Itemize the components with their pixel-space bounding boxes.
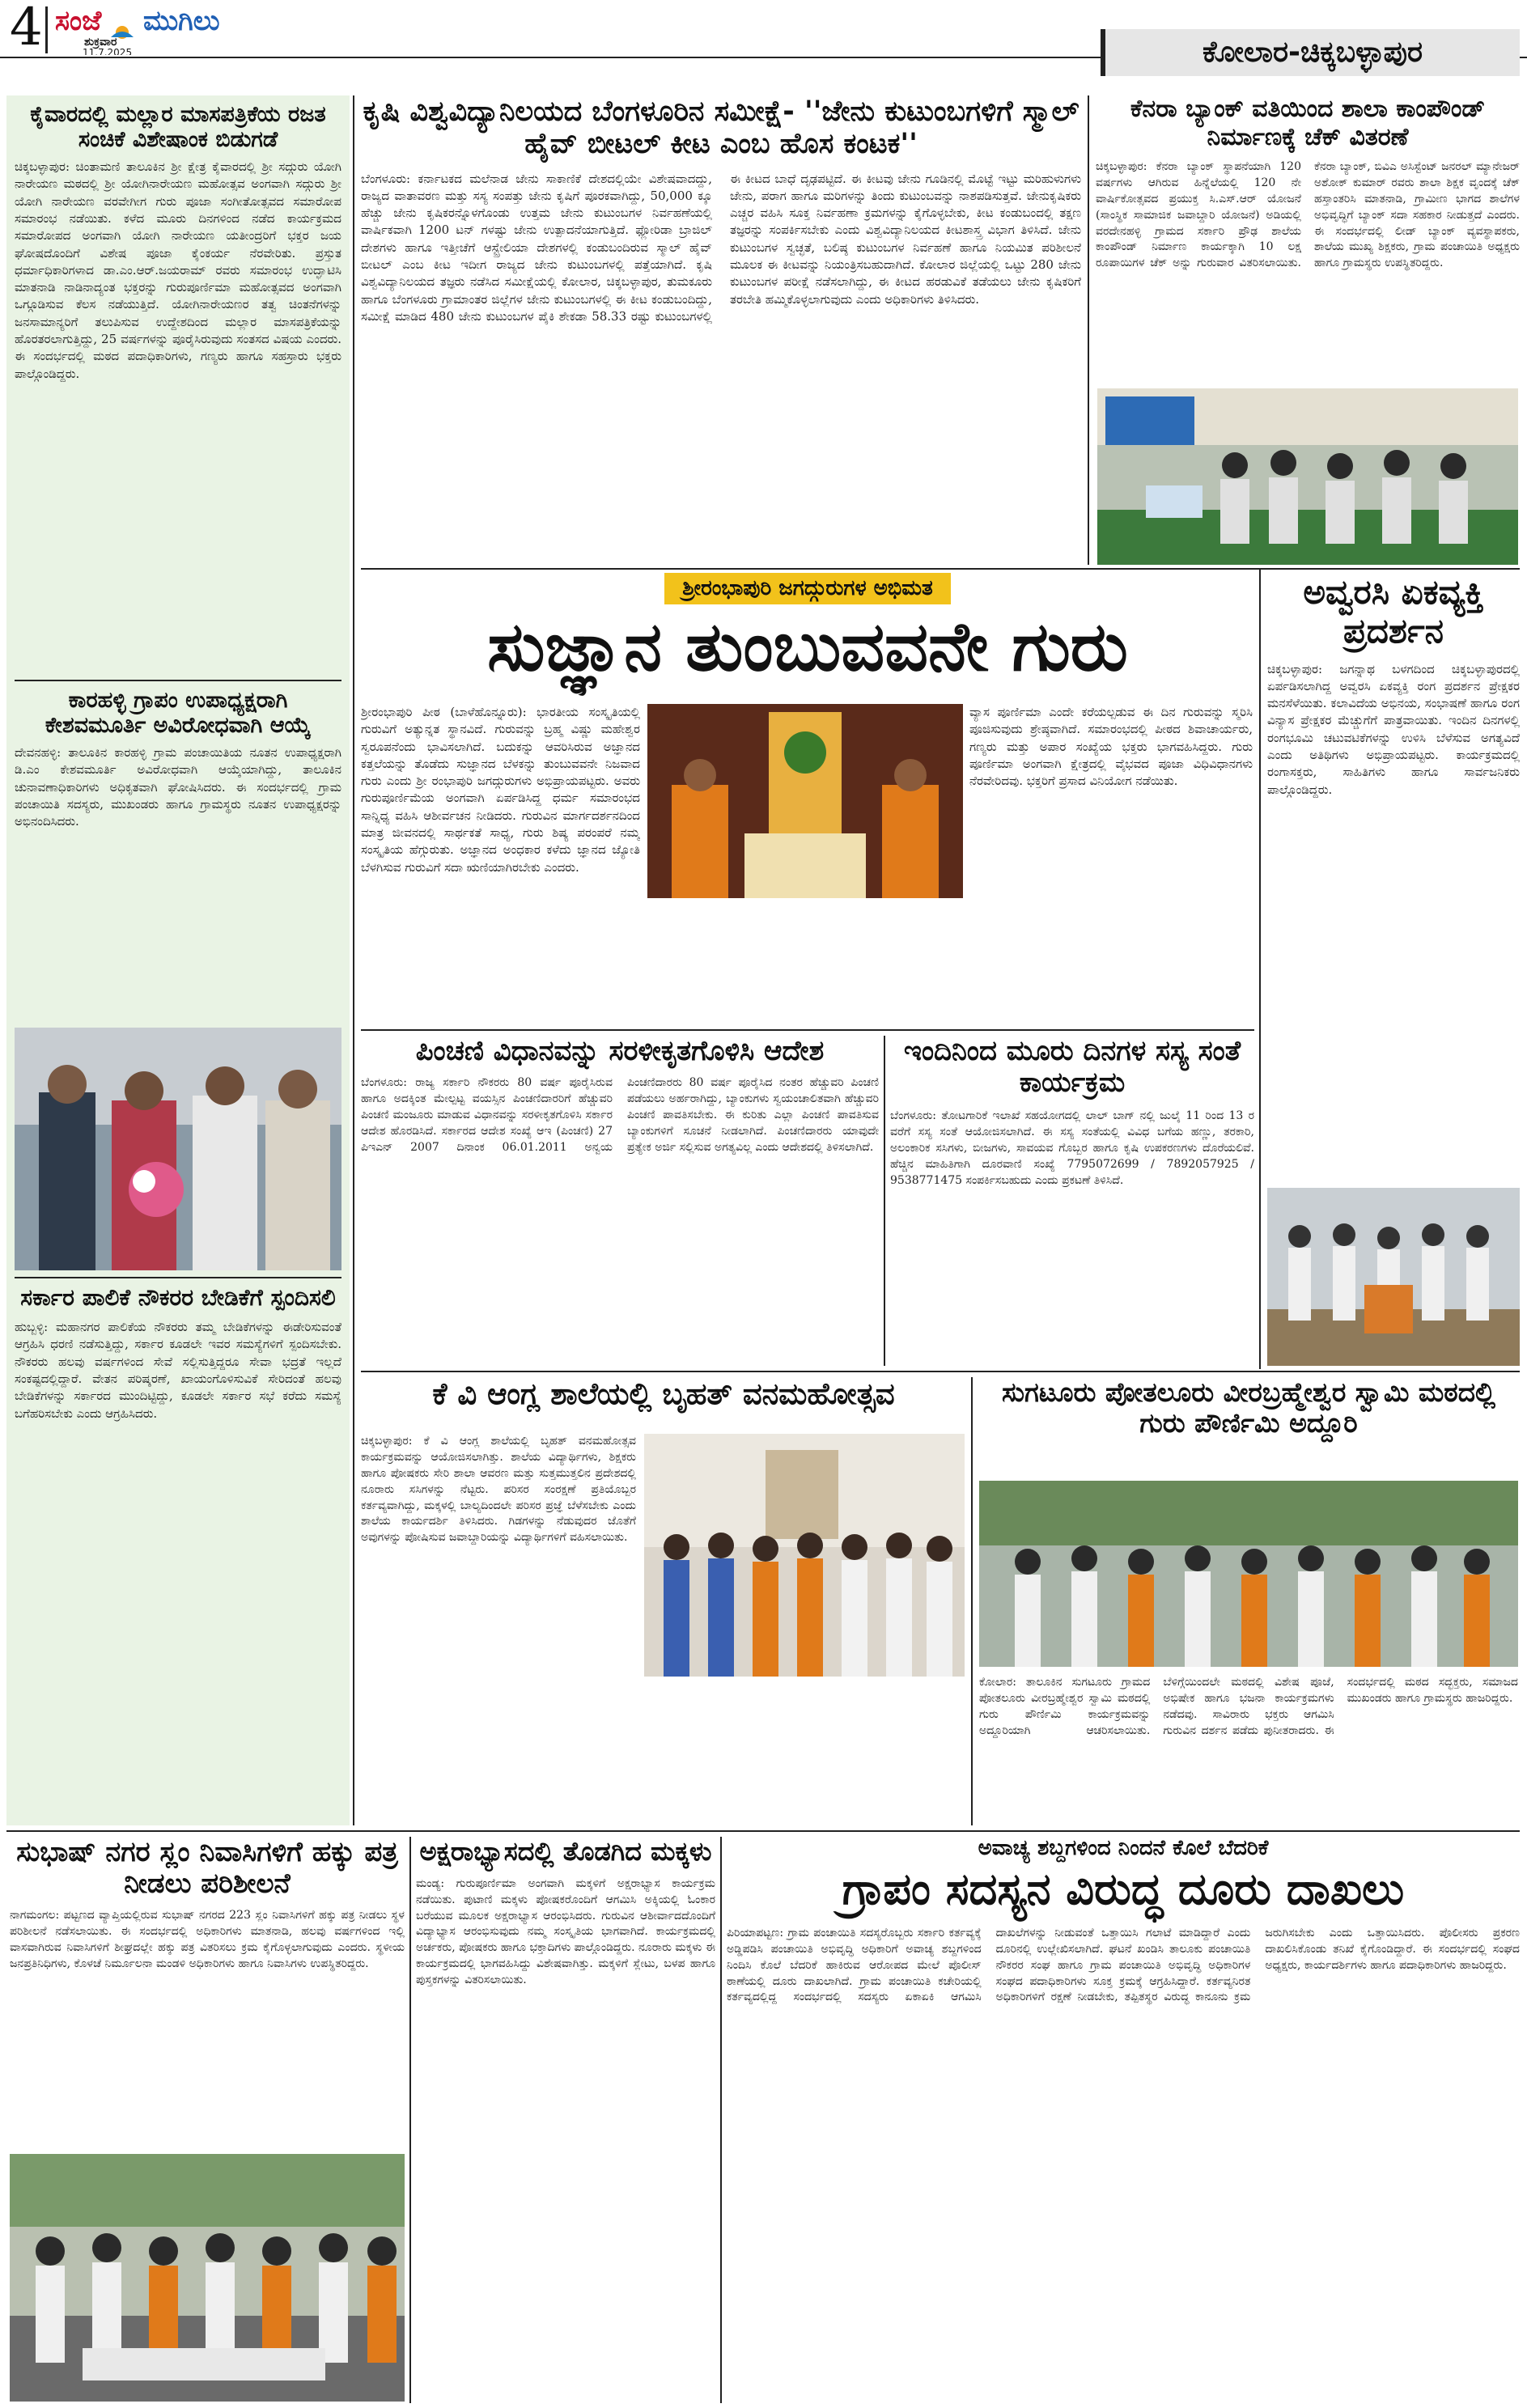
article-body: ಚಿಕ್ಕಬಳ್ಳಾಪುರ: ಚಿಂತಾಮಣಿ ತಾಲೂಕಿನ ಶ್ರೀ ಕ್ಷೇತ್ರ ಕೈವಾರದಲ್ಲಿ ಶ್ರೀ ಸದ್ಗುರು ಯೋಗಿ ನಾರೇಯಣ ಮಠದಲ್ಲಿ ಶ್ರೀ ಯೋಗಿನಾರೇಯಣ ಮಹೋತ್ಸವ ಅಂಗವಾಗಿ ಸದ್ಗುರು ಶ್ರೀ ಯೋಗಿ ನಾರೇಯಣ ವರವೇಗೀಗ ಗುರು ಪೂಜಾ ಸಂಗೀತೋತ್ಸವದ ಸಮಾರೋಪ ಸಮಾರಂಭ ನಡೆಯಿತು. ಕಳೆದ ಮೂರು ದಿನಗಳಿಂದ ನಡೆದ ಕಾರ್ಯಕ್ರಮದ ಸಮಾರೋಪದ ಅಂಗವಾಗಿ ಯೋಗಿ ನಾರೇಯಣ ಯತೀಂದ್ರರಿಗೆ ಭಕ್ತರ ಜಯ ಘೋಷದೊಂದಿಗೆ ವಿಶೇಷ ಪೂಜಾ ಕೈಂಕರ್ಯ ನೆರವೇರಿತು. ಪ್ರಸ್ತುತ ಧರ್ಮಾಧಿಕಾರಿಗಳಾದ ಡಾ.ಎಂ.ಆರ್.ಜಯರಾಮ್ ರವರು ಸಮಾರಂಭ ಉದ್ಘಾಟಿಸಿ ಮಾತನಾಡಿ ನಾಡಿನಾದ್ಯಂತ ಭಕ್ತರನ್ನು ಗುರುಪೂರ್ಣಿಮಾ ಮಹೋತ್ಸವದ ಅಂಗವಾಗಿ ಒಗ್ಗೂಡಿಸುವ ಕೆಲಸ ನಡೆಯುತ್ತಿದೆ. ಯೋಗಿನಾರೇಯಣರ ತತ್ವ ಚಿಂತನೆಗಳನ್ನು ಜನಸಾಮಾನ್ಯರಿಗೆ ತಲುಪಿಸುವ ಉದ್ದೇಶದಿಂದ ಮಲ್ಲಾರ ಮಾಸಪತ್ರಿಕೆಯನ್ನು ಹೊರತರಲಾಗುತ್ತಿದ್ದು, 25 ವರ್ಷಗಳನ್ನು ಪೂರೈಸಿರುವುದು ಸಂತಸದ ವಿಷಯ ಎಂದರು. ಈ ಸಂದರ್ಭದಲ್ಲಿ ಮಠದ ಪದಾಧಿಕಾರಿಗಳು, ಗಣ್ಯರು ಹಾಗೂ ಸಹಸ್ರಾರು ಭಕ್ತರು ಪಾಲ್ಗೊಂಡಿದ್ದರು. xyxy=(15,159,341,381)
article-body: ಪಿರಿಯಾಪಟ್ಟಣ: ಗ್ರಾಮ ಪಂಚಾಯಿತಿ ಸದಸ್ಯರೊಬ್ಬರು ಸರ್ಕಾರಿ ಕರ್ತವ್ಯಕ್ಕೆ ಅಡ್ಡಿಪಡಿಸಿ ಪಂಚಾಯಿತಿ ಅಭಿವೃದ್ಧಿ ಅಧಿಕಾರಿಗೆ ಅವಾಚ್ಯ ಶಬ್ದಗಳಿಂದ ನಿಂದಿಸಿ ಕೊಲೆ ಬೆದರಿಕೆ ಹಾಕಿರುವ ಆರೋಪದ ಮೇಲೆ ಪೊಲೀಸ್ ಠಾಣೆಯಲ್ಲಿ ದೂರು ದಾಖಲಾಗಿದೆ. ಗ್ರಾಮ ಪಂಚಾಯಿತಿ ಕಚೇರಿಯಲ್ಲಿ ಕರ್ತವ್ಯದಲ್ಲಿದ್ದ ಸಂದರ್ಭದಲ್ಲಿ ಸದಸ್ಯರು ಏಕಾಏಕಿ ಆಗಮಿಸಿ ದಾಖಲೆಗಳನ್ನು ನೀಡುವಂತೆ ಒತ್ತಾಯಿಸಿ ಗಲಾಟೆ ಮಾಡಿದ್ದಾರೆ ಎಂದು ದೂರಿನಲ್ಲಿ ಉಲ್ಲೇಖಿಸಲಾಗಿದೆ. ಘಟನೆ ಖಂಡಿಸಿ ತಾಲೂಕು ಪಂಚಾಯಿತಿ ನೌಕರರ ಸಂಘ ಹಾಗೂ ಗ್ರಾಮ ಪಂಚಾಯಿತಿ ಅಭಿವೃದ್ಧಿ ಅಧಿಕಾರಿಗಳ ಸಂಘದ ಪದಾಧಿಕಾರಿಗಳು ಸೂಕ್ತ ಕ್ರಮಕ್ಕೆ ಆಗ್ರಹಿಸಿದ್ದಾರೆ. ಕರ್ತವ್ಯನಿರತ ಅಧಿಕಾರಿಗಳಿಗೆ ರಕ್ಷಣೆ ನೀಡಬೇಕು, ತಪ್ಪಿತಸ್ಥರ ವಿರುದ್ಧ ಕಾನೂನು ಕ್ರಮ ಜರುಗಿಸಬೇಕು ಎಂದು ಒತ್ತಾಯಿಸಿದರು. ಪೊಲೀಸರು ಪ್ರಕರಣ ದಾಖಲಿಸಿಕೊಂಡು ತನಿಖೆ ಕೈಗೊಂಡಿದ್ದಾರೆ. ಈ ಸಂದರ್ಭದಲ್ಲಿ ಸಂಘದ ಅಧ್ಯಕ್ಷರು, ಕಾರ್ಯದರ್ಶಿಗಳು ಹಾಗೂ ಪದಾಧಿಕಾರಿಗಳು ಹಾಜರಿದ್ದರು. xyxy=(727,1926,1520,2004)
article-kicker: ಶ್ರೀರಂಭಾಪುರಿ ಜಗದ್ಗುರುಗಳ ಅಭಿಮತ xyxy=(361,573,1254,604)
article-naukarara xyxy=(15,1285,341,1819)
article-body: ಬೆಂಗಳೂರು: ತೋಟಗಾರಿಕೆ ಇಲಾಖೆ ಸಹಯೋಗದಲ್ಲಿ ಲಾಲ್ ಬಾಗ್ ನಲ್ಲಿ ಜುಲೈ 11 ರಿಂದ 13 ರ ವರೆಗೆ ಸಸ್ಯ ಸಂತೆ ಆಯೋಜಿಸಲಾಗಿದೆ. ಈ ಸಸ್ಯ ಸಂತೆಯಲ್ಲಿ ವಿವಿಧ ಬಗೆಯ ಹಣ್ಣು, ತರಕಾರಿ, ಅಲಂಕಾರಿಕ ಸಸಿಗಳು, ಬೀಜಗಳು, ಸಾವಯವ ಗೊಬ್ಬರ ಹಾಗೂ ಕೃಷಿ ಉಪಕರಣಗಳು ದೊರೆಯಲಿವೆ. ಹೆಚ್ಚಿನ ಮಾಹಿತಿಗಾಗಿ ದೂರವಾಣಿ ಸಂಖ್ಯೆ 7795072699 / 7892057925 / 9538771475 ಸಂಪರ್ಕಿಸಬಹುದು ಎಂದು ಪ್ರಕಟಣೆ ತಿಳಿಸಿದೆ. xyxy=(890,1109,1254,1187)
article-body: ಚಿಕ್ಕಬಳ್ಳಾಪುರ: ಜಗನ್ನಾಥ ಬಳಗದಿಂದ ಚಿಕ್ಕಬಳ್ಳಾಪುರದಲ್ಲಿ ಏರ್ಪಡಿಸಲಾಗಿದ್ದ ಅವ್ವರಸಿ ಏಕವ್ಯಕ್ತಿ ರಂಗ ಪ್ರದರ್ಶನ ಪ್ರೇಕ್ಷಕರ ಮನಸೆಳೆಯಿತು. ಕಲಾವಿದೆಯ ಅಭಿನಯ, ಸಂಭಾಷಣೆ ಹಾಗೂ ರಂಗ ವಿನ್ಯಾಸ ಪ್ರೇಕ್ಷಕರ ಮೆಚ್ಚುಗೆಗೆ ಪಾತ್ರವಾಯಿತು. ಇಂದಿನ ದಿನಗಳಲ್ಲಿ ರಂಗಭೂಮಿ ಚಟುವಟಿಕೆಗಳನ್ನು ಉಳಿಸಿ ಬೆಳೆಸುವ ಅಗತ್ಯವಿದೆ ಎಂದು ಅತಿಥಿಗಳು ಅಭಿಪ್ರಾಯಪಟ್ಟರು. ಕಾರ್ಯಕ್ರಮದಲ್ಲಿ ರಂಗಾಸಕ್ತರು, ಸಾಹಿತಿಗಳು ಹಾಗೂ ಸಾರ್ವಜನಿಕರು ಪಾಲ್ಗೊಂಡಿದ್ದರು. xyxy=(1267,661,1520,797)
photo-swamiji-puja xyxy=(647,704,963,898)
article-body: ಚಿಕ್ಕಬಳ್ಳಾಪುರ: ಕೆನರಾ ಬ್ಯಾಂಕ್ ಸ್ಥಾಪನೆಯಾಗಿ 120 ವರ್ಷಗಳು ಆಗಿರುವ ಹಿನ್ನೆಲೆಯಲ್ಲಿ 120 ನೇ ವಾರ್ಷಿಕೋತ್ಸವದ ಪ್ರಯುಕ್ತ ಸಿ.ಎಸ್.ಆರ್ ಯೋಜನೆ (ಸಾಂಸ್ಥಿಕ ಸಾಮಾಜಿಕ ಜವಾಬ್ದಾರಿ ಯೋಜನೆ) ಅಡಿಯಲ್ಲಿ ವರದೇನಹಳ್ಳಿ ಗ್ರಾಮದ ಸರ್ಕಾರಿ ಪ್ರೌಢ ಶಾಲೆಯ ಕಾಂಪೌಂಡ್ ನಿರ್ಮಾಣ ಕಾರ್ಯಕ್ಕಾಗಿ 10 ಲಕ್ಷ ರೂಪಾಯಿಗಳ ಚೆಕ್ ಅನ್ನು ಗುರುವಾರ ವಿತರಿಸಲಾಯಿತು. ಕೆನರಾ ಬ್ಯಾಂಕ್, ಬಿವಿಎ ಅಸಿಸ್ಟೆಂಟ್ ಜನರಲ್ ಮ್ಯಾನೇಜರ್ ಅಶೋಕ್ ಕುಮಾರ್ ರವರು ಶಾಲಾ ಶಿಕ್ಷಕ ವೃಂದಕ್ಕೆ ಚೆಕ್ ಹಸ್ತಾಂತರಿಸಿ ಮಾತನಾಡಿ, ಗ್ರಾಮೀಣ ಭಾಗದ ಶಾಲೆಗಳ ಅಭಿವೃದ್ಧಿಗೆ ಬ್ಯಾಂಕ್ ಸದಾ ಸಹಕಾರ ನೀಡುತ್ತದೆ ಎಂದರು. ಈ ಸಂದರ್ಭದಲ್ಲಿ ಲೀಡ್ ಬ್ಯಾಂಕ್ ವ್ಯವಸ್ಥಾಪಕರು, ಶಾಲೆಯ ಮುಖ್ಯ ಶಿಕ್ಷಕರು, ಗ್ರಾಮ ಪಂಚಾಯಿತಿ ಅಧ್ಯಕ್ಷರು ಹಾಗೂ ಗ್ರಾಮಸ್ಥರು ಉಪಸ್ಥಿತರಿದ್ದರು. xyxy=(1096,160,1520,270)
article-headline: ಸುಭಾಷ್ ನಗರ ಸ್ಲಂ ನಿವಾಸಿಗಳಿಗೆ ಹಕ್ಕು ಪತ್ರ ನೀಡಲು ಪರಿಶೀಲನೆ xyxy=(16,1837,398,1901)
article-pension xyxy=(361,1036,879,1366)
article-body: ಮಂಡ್ಯ: ಗುರುಪೂರ್ಣಿಮಾ ಅಂಗವಾಗಿ ಮಕ್ಕಳಿಗೆ ಅಕ್ಷರಾಭ್ಯಾಸ ಕಾರ್ಯಕ್ರಮ ನಡೆಯಿತು. ಪುಟಾಣಿ ಮಕ್ಕಳು ಪೋಷಕರೊಂದಿಗೆ ಆಗಮಿಸಿ ಅಕ್ಕಿಯಲ್ಲಿ ಓಂಕಾರ ಬರೆಯುವ ಮೂಲಕ ಅಕ್ಷರಾಭ್ಯಾಸ ಆರಂಭಿಸಿದರು. ಗುರುವಿನ ಆಶೀರ್ವಾದದೊಂದಿಗೆ ವಿದ್ಯಾಭ್ಯಾಸ ಆರಂಭಿಸುವುದು ನಮ್ಮ ಸಂಸ್ಕೃತಿಯ ಭಾಗವಾಗಿದೆ. ಕಾರ್ಯಕ್ರಮದಲ್ಲಿ ಅರ್ಚಕರು, ಪೋಷಕರು ಹಾಗೂ ಭಕ್ತಾದಿಗಳು ಪಾಲ್ಗೊಂಡಿದ್ದರು. ನೂರಾರು ಮಕ್ಕಳು ಈ ಕಾರ್ಯಕ್ರಮದಲ್ಲಿ ಭಾಗವಹಿಸಿದ್ದು ವಿಶೇಷವಾಗಿತ್ತು. ಮಕ್ಕಳಿಗೆ ಸ್ಲೇಟು, ಬಳಪ ಹಾಗೂ ಪುಸ್ತಕಗಳನ್ನು ವಿತರಿಸಲಾಯಿತು. xyxy=(416,1876,715,1987)
sun-logo-icon xyxy=(111,14,134,32)
article-headline: ಪಿಂಚಣಿ ವಿಧಾನವನ್ನು ಸರಳೀಕೃತಗೊಳಿಸಿ ಆದೇಶ xyxy=(415,1036,825,1067)
article-headline: ಕೃಷಿ ವಿಶ್ವವಿದ್ಯಾನಿಲಯದ ಬೆಂಗಳೂರಿನ ಸಮೀಕ್ಷೆ- ''ಜೇನು ಕುಟುಂಬಗಳಿಗೆ ಸ್ಮಾಲ್ ಹೈವ್ ಬೀಟಲ್ ಕೀಟ ಎಂಬ ಹೊಸ ಕಂಟಕ'' xyxy=(363,95,1080,161)
article-headline: ಕಾರಹಳ್ಳಿ ಗ್ರಾಪಂ ಉಪಾಧ್ಯಕ್ಷರಾಗಿ ಕೇಶವಮೂರ್ತಿ ಅವಿರೋಧವಾಗಿ ಆಯ್ಕೆ xyxy=(45,688,312,739)
photo-subhash-meeting xyxy=(10,2154,405,2402)
article-beetle xyxy=(361,95,1081,565)
article-grampanchayat xyxy=(727,1837,1520,2403)
photo-vanamahotsava xyxy=(644,1434,965,1677)
article-headline: ಕೈವಾರದಲ್ಲಿ ಮಲ್ಲಾರ ಮಾಸಪತ್ರಿಕೆಯ ರಜತ ಸಂಚಿಕೆ ವಿಶೇಷಾಂಕ ಬಿಡುಗಡೆ xyxy=(30,102,326,153)
article-body: ನಾಗಮಂಗಲ: ಪಟ್ಟಣದ ವ್ಯಾಪ್ತಿಯಲ್ಲಿರುವ ಸುಭಾಷ್ ನಗರದ 223 ಸ್ಲಂ ನಿವಾಸಿಗಳಿಗೆ ಹಕ್ಕು ಪತ್ರ ನೀಡಲು ಸ್ಥಳ ಪರಿಶೀಲನೆ ನಡೆಸಲಾಯಿತು. ಈ ಸಂದರ್ಭದಲ್ಲಿ ಅಧಿಕಾರಿಗಳು ಮಾತನಾಡಿ, ಹಲವು ವರ್ಷಗಳಿಂದ ಇಲ್ಲಿ ವಾಸವಾಗಿರುವ ನಿವಾಸಿಗಳಿಗೆ ಶೀಘ್ರದಲ್ಲೇ ಹಕ್ಕು ಪತ್ರ ವಿತರಿಸಲು ಕ್ರಮ ಕೈಗೊಳ್ಳಲಾಗುವುದು ಎಂದರು. ಸ್ಥಳೀಯ ಜನಪ್ರತಿನಿಧಿಗಳು, ಕೊಳಚೆ ನಿರ್ಮೂಲನಾ ಮಂಡಳಿ ಅಧಿಕಾರಿಗಳು ಹಾಗೂ ನಿವಾಸಿಗಳು ಉಪಸ್ಥಿತರಿದ್ದರು. xyxy=(10,1909,405,1970)
article-avvarasi xyxy=(1267,573,1520,1204)
article-keshavamurthy xyxy=(15,688,341,1028)
photo-felicitation xyxy=(15,1028,341,1270)
article-santhe xyxy=(890,1036,1254,1366)
article-headline: ಅವ್ವರಸಿ ಏಕವ್ಯಕ್ತಿ ಪ್ರದರ್ಶನ xyxy=(1303,573,1484,651)
article-mallar xyxy=(15,102,341,668)
guru-body-left: ಶ್ರೀರಂಭಾಪುರಿ ಪೀಠ (ಬಾಳೆಹೊನ್ನೂರು): ಭಾರತೀಯ ಸಂಸ್ಕೃತಿಯಲ್ಲಿ ಗುರುವಿಗೆ ಅತ್ಯುನ್ನತ ಸ್ಥಾನವಿದೆ. ಗುರುವನ್ನು ಬ್ರಹ್ಮ ವಿಷ್ಣು ಮಹೇಶ್ವರ ಸ್ವರೂಪನೆಂದು ಭಾವಿಸಲಾಗಿದೆ. ಬದುಕನ್ನು ಆವರಿಸಿರುವ ಅಜ್ಞಾನದ ಕತ್ತಲೆಯನ್ನು ತೊಡೆದು ಸುಜ್ಞಾನದ ಬೆಳಕನ್ನು ತುಂಬುವವನೇ ನಿಜವಾದ ಗುರು ಎಂದು ಶ್ರೀ ರಂಭಾಪುರಿ ಜಗದ್ಗುರುಗಳು ಅಭಿಪ್ರಾಯಪಟ್ಟರು. ಅವರು ಗುರುಪೂರ್ಣಿಮೆಯ ಅಂಗವಾಗಿ ಏರ್ಪಡಿಸಿದ್ದ ಧರ್ಮ ಸಮಾರಂಭದ ಸಾನ್ನಿಧ್ಯ ವಹಿಸಿ ಆಶೀರ್ವಚನ ನೀಡಿದರು. ಗುರುವಿನ ಮಾರ್ಗದರ್ಶನದಿಂದ ಮಾತ್ರ ಜೀವನದಲ್ಲಿ ಸಾರ್ಥಕತೆ ಸಾಧ್ಯ, ಗುರು ಶಿಷ್ಯ ಪರಂಪರೆ ನಮ್ಮ ಸಂಸ್ಕೃತಿಯ ಹೆಗ್ಗುರುತು. ಅಜ್ಞಾನದ ಅಂಧಕಾರ ಕಳೆದು ಜ್ಞಾನದ ಜ್ಯೋತಿ ಬೆಳಗಿಸುವ ಗುರುವಿಗೆ ಸದಾ ಋಣಿಯಾಗಿರಬೇಕು ಎಂದರು. xyxy=(361,705,640,875)
article-kicker: ಅವಾಚ್ಯ ಶಬ್ದಗಳಿಂದ ನಿಂದನೆ ಕೊಲೆ ಬೆದರಿಕೆ xyxy=(978,1837,1269,1860)
article-canara xyxy=(1096,95,1520,387)
vanamahotsava-body-lower xyxy=(644,1683,965,1825)
article-headline: ಇಂದಿನಿಂದ ಮೂರು ದಿನಗಳ ಸಸ್ಯ ಸಂತೆ ಕಾರ್ಯಕ್ರಮ xyxy=(903,1036,1241,1100)
article-body: ಚಿಕ್ಕಬಳ್ಳಾಪುರ: ಕೆ ವಿ ಆಂಗ್ಲ ಶಾಲೆಯಲ್ಲಿ ಬೃಹತ್ ವನಮಹೋತ್ಸವ ಕಾರ್ಯಕ್ರಮವನ್ನು ಆಯೋಜಿಸಲಾಗಿತ್ತು. ಶಾಲೆಯ ವಿದ್ಯಾರ್ಥಿಗಳು, ಶಿಕ್ಷಕರು ಹಾಗೂ ಪೋಷಕರು ಸೇರಿ ಶಾಲಾ ಆವರಣ ಮತ್ತು ಸುತ್ತಮುತ್ತಲಿನ ಪ್ರದೇಶದಲ್ಲಿ ನೂರಾರು ಸಸಿಗಳನ್ನು ನೆಟ್ಟರು. ಪರಿಸರ ಸಂರಕ್ಷಣೆ ಪ್ರತಿಯೊಬ್ಬರ ಕರ್ತವ್ಯವಾಗಿದ್ದು, ಮಕ್ಕಳಲ್ಲಿ ಬಾಲ್ಯದಿಂದಲೇ ಪರಿಸರ ಪ್ರಜ್ಞೆ ಬೆಳೆಸಬೇಕು ಎಂದು ಶಾಲೆಯ ಕಾರ್ಯದರ್ಶಿ ತಿಳಿಸಿದರು. ಗಿಡಗಳನ್ನು ನೆಡುವುದರ ಜೊತೆಗೆ ಅವುಗಳನ್ನು ಪೋಷಿಸುವ ಜವಾಬ್ದಾರಿಯನ್ನು ವಿದ್ಯಾರ್ಥಿಗಳಿಗೆ ವಹಿಸಲಾಯಿತು. xyxy=(361,1435,636,1545)
masthead xyxy=(10,5,350,55)
sugaturu-body: ಕೋಲಾರ: ತಾಲೂಕಿನ ಸುಗಟೂರು ಗ್ರಾಮದ ಪೋತಲೂರು ವೀರಬ್ರಹ್ಮೇಶ್ವರ ಸ್ವಾಮಿ ಮಠದಲ್ಲಿ ಗುರು ಪೌರ್ಣಿಮಿ ಕಾರ್ಯಕ್ರಮವನ್ನು ಅದ್ದೂರಿಯಾಗಿ ಆಚರಿಸಲಾಯಿತು. ಬೆಳಿಗ್ಗೆಯಿಂದಲೇ ಮಠದಲ್ಲಿ ವಿಶೇಷ ಪೂಜೆ, ಅಭಿಷೇಕ ಹಾಗೂ ಭಜನಾ ಕಾರ್ಯಕ್ರಮಗಳು ನಡೆದವು. ಸಾವಿರಾರು ಭಕ್ತರು ಆಗಮಿಸಿ ಗುರುವಿನ ದರ್ಶನ ಪಡೆದು ಪುನೀತರಾದರು. ಈ ಸಂದರ್ಭದಲ್ಲಿ ಮಠದ ಸದ್ಭಕ್ತರು, ಸಮಾಜದ ಮುಖಂಡರು ಹಾಗೂ ಗ್ರಾಮಸ್ಥರು ಹಾಜರಿದ್ದರು. xyxy=(979,1676,1518,1737)
guru-body-right: ವ್ಯಾಸ ಪೂರ್ಣಿಮಾ ಎಂದೇ ಕರೆಯಲ್ಪಡುವ ಈ ದಿನ ಗುರುವನ್ನು ಸ್ಮರಿಸಿ ಪೂಜಿಸುವುದು ಶ್ರೇಷ್ಠವಾಗಿದೆ. ಸಮಾರಂಭದಲ್ಲಿ ಪೀಠದ ಶಿವಾಚಾರ್ಯರು, ಗಣ್ಯರು ಮತ್ತು ಅಪಾರ ಸಂಖ್ಯೆಯ ಭಕ್ತರು ಭಾಗವಹಿಸಿದ್ದರು. ಗುರು ಪೂರ್ಣಿಮಾ ಅಂಗವಾಗಿ ಕ್ಷೇತ್ರದಲ್ಲಿ ವೈಭವದ ಪೂಜಾ ವಿಧಿವಿಧಾನಗಳು ನೆರವೇರಿದವು. ಭಕ್ತರಿಗೆ ಪ್ರಸಾದ ವಿನಿಯೋಗ ನಡೆಯಿತು. xyxy=(969,705,1253,789)
article-body: ದೇವನಹಳ್ಳಿ: ತಾಲೂಕಿನ ಕಾರಹಳ್ಳಿ ಗ್ರಾಮ ಪಂಚಾಯಿತಿಯ ನೂತನ ಉಪಾಧ್ಯಕ್ಷರಾಗಿ ಡಿ.ಎಂ ಕೇಶವಮೂರ್ತಿ ಅವಿರೋಧವಾಗಿ ಆಯ್ಕೆಯಾಗಿದ್ದು, ತಾಲೂಕಿನ ಚುನಾವಣಾಧಿಕಾರಿಗಳು ಅಧಿಕೃತವಾಗಿ ಘೋಷಿಸಿದರು. ಈ ಸಂದರ್ಭದಲ್ಲಿ ಗ್ರಾಮ ಪಂಚಾಯಿತಿ ಸದಸ್ಯರು, ಮುಖಂಡರು ಹಾಗೂ ಗ್ರಾಮಸ್ಥರು ನೂತನ ಉಪಾಧ್ಯಕ್ಷರನ್ನು ಅಭಿನಂದಿಸಿದರು. xyxy=(15,745,341,829)
article-body: ಹುಬ್ಬಳ್ಳಿ: ಮಹಾನಗರ ಪಾಲಿಕೆಯ ನೌಕರರು ತಮ್ಮ ಬೇಡಿಕೆಗಳನ್ನು ಈಡೇರಿಸುವಂತೆ ಆಗ್ರಹಿಸಿ ಧರಣಿ ನಡೆಸುತ್ತಿದ್ದು, ಸರ್ಕಾರ ಕೂಡಲೇ ಇವರ ಸಮಸ್ಯೆಗಳಿಗೆ ಸ್ಪಂದಿಸಬೇಕು. ನೌಕರರು ಹಲವು ವರ್ಷಗಳಿಂದ ಸೇವೆ ಸಲ್ಲಿಸುತ್ತಿದ್ದರೂ ಸೇವಾ ಭದ್ರತೆ ಇಲ್ಲದೆ ಸಂಕಷ್ಟದಲ್ಲಿದ್ದಾರೆ. ವೇತನ ಪರಿಷ್ಕರಣೆ, ಖಾಯಂಗೊಳಿಸುವಿಕೆ ಸೇರಿದಂತೆ ಹಲವು ಬೇಡಿಕೆಗಳನ್ನು ಸರ್ಕಾರದ ಮುಂದಿಟ್ಟಿದ್ದು, ಕೂಡಲೇ ಸರ್ಕಾರ ಸಭೆ ಕರೆದು ಸಮಸ್ಯೆ ಬಗೆಹರಿಸಬೇಕು ಎಂದು ಆಗ್ರಹಿಸಿದರು. xyxy=(15,1320,341,1421)
article-headline: ಕೆ ವಿ ಆಂಗ್ಲ ಶಾಲೆಯಲ್ಲಿ ಬೃಹತ್ ವನಮಹೋತ್ಸವ xyxy=(432,1377,895,1411)
masthead-name-right: ಮುಗಿಲು xyxy=(143,5,220,37)
article-aksharabhyasa xyxy=(416,1837,715,2403)
article-body: ಬೆಂಗಳೂರು: ರಾಜ್ಯ ಸರ್ಕಾರಿ ನೌಕರರು 80 ವರ್ಷ ಪೂರೈಸಿರುವ ಹಾಗೂ ಅದಕ್ಕಿಂತ ಮೇಲ್ಪಟ್ಟ ವಯಸ್ಸಿನ ಪಿಂಚಣಿದಾರರಿಗೆ ಹೆಚ್ಚುವರಿ ಪಿಂಚಣಿ ಮಂಜೂರು ಮಾಡುವ ವಿಧಾನವನ್ನು ಸರಳೀಕೃತಗೊಳಿಸಿ ಸರ್ಕಾರ ಆದೇಶ ಹೊರಡಿಸಿದೆ. ಸರ್ಕಾರದ ಆದೇಶ ಸಂಖ್ಯೆ ಆಇ (ಪಿಂಚಣಿ) 27 ಪಿಇಎನ್ 2007 ದಿನಾಂಕ 06.01.2011 ಅನ್ವಯ ಪಿಂಚಣಿದಾರರು 80 ವರ್ಷ ಪೂರೈಸಿದ ನಂತರ ಹೆಚ್ಚುವರಿ ಪಿಂಚಣಿ ಪಡೆಯಲು ಅರ್ಹರಾಗಿದ್ದು, ಬ್ಯಾಂಕುಗಳು ಸ್ವಯಂಚಾಲಿತವಾಗಿ ಹೆಚ್ಚುವರಿ ಪಿಂಚಣಿ ಪಾವತಿಸಬೇಕು. ಈ ಕುರಿತು ಎಲ್ಲಾ ಪಿಂಚಣಿ ಪಾವತಿಸುವ ಬ್ಯಾಂಕುಗಳಿಗೆ ಸೂಚನೆ ನೀಡಲಾಗಿದೆ. ಪಿಂಚಣಿದಾರರು ಯಾವುದೇ ಪ್ರತ್ಯೇಕ ಅರ್ಜಿ ಸಲ್ಲಿಸುವ ಅಗತ್ಯವಿಲ್ಲ ಎಂದು ಆದೇಶದಲ್ಲಿ ತಿಳಿಸಲಾಗಿದೆ. xyxy=(361,1076,879,1154)
page-number: 4 xyxy=(10,5,43,55)
masthead-name xyxy=(55,5,220,37)
photo-sugaturu xyxy=(979,1481,1518,1667)
article-body: ಬೆಂಗಳೂರು: ಕರ್ನಾಟಕದ ಮಲೆನಾಡ ಜೇನು ಸಾಕಾಣಿಕೆ ದೇಶದಲ್ಲಿಯೇ ವಿಶೇಷವಾದದ್ದು, ರಾಜ್ಯದ ವಾತಾವರಣ ಮತ್ತು ಸಸ್ಯ ಸಂಪತ್ತು ಜೇನು ಕೃಷಿಗೆ ಪೂರಕವಾಗಿದ್ದು, 50,000 ಕ್ಕೂ ಹೆಚ್ಚು ಜೇನು ಕೃಷಿಕರನ್ನೊಳಗೊಂಡು ಉತ್ತಮ ಜೇನು ಕುಟುಂಬಗಳ ನಿರ್ವಹಣೆಯಲ್ಲಿ ವಾರ್ಷಿಕವಾಗಿ 1200 ಟನ್ ಗಳಷ್ಟು ಜೇನು ಉತ್ಪಾದನೆಯಾಗುತ್ತಿದೆ. ಫ್ಲೋರಿಡಾ ಬ್ರಾಜಿಲ್ ದೇಶಗಳು ಹಾಗೂ ಇತ್ತೀಚೆಗೆ ಆಸ್ಟ್ರೇಲಿಯಾ ದೇಶಗಳಲ್ಲಿ ಕಂಡುಬಂದಿರುವ ಸ್ಮಾಲ್ ಹೈವ್ ಬೀಟಲ್ ಎಂಬ ಕೀಟ ಇದೀಗ ರಾಜ್ಯದ ಜೇನು ಕುಟುಂಬಗಳಲ್ಲಿ ಪತ್ತೆಯಾಗಿದೆ. ಕೃಷಿ ವಿಶ್ವವಿದ್ಯಾನಿಲಯದ ತಜ್ಞರು ನಡೆಸಿದ ಸಮೀಕ್ಷೆಯಲ್ಲಿ ಕೋಲಾರ, ಚಿಕ್ಕಬಳ್ಳಾಪುರ, ತುಮಕೂರು ಹಾಗೂ ಬೆಂಗಳೂರು ಗ್ರಾಮಾಂತರ ಜಿಲ್ಲೆಗಳ ಜೇನು ಕುಟುಂಬಗಳಲ್ಲಿ ಈ ಕೀಟ ಕಂಡುಬಂದಿದ್ದು, ಸಮೀಕ್ಷೆ ಮಾಡಿದ 480 ಜೇನು ಕುಟುಂಬಗಳ ಪೈಕಿ ಶೇಕಡಾ 58.33 ರಷ್ಟು ಕುಟುಂಬಗಳಲ್ಲಿ ಈ ಕೀಟದ ಬಾಧೆ ದೃಢಪಟ್ಟಿದೆ. ಈ ಕೀಟವು ಜೇನು ಗೂಡಿನಲ್ಲಿ ಮೊಟ್ಟೆ ಇಟ್ಟು ಮರಿಹುಳುಗಳು ಜೇನು, ಪರಾಗ ಹಾಗೂ ಮರಿಗಳನ್ನು ತಿಂದು ಕುಟುಂಬವನ್ನು ನಾಶಪಡಿಸುತ್ತವೆ. ಜೇನುಕೃಷಿಕರು ಎಚ್ಚರ ವಹಿಸಿ ಸೂಕ್ತ ನಿರ್ವಹಣಾ ಕ್ರಮಗಳನ್ನು ಕೈಗೊಳ್ಳಬೇಕು, ಕೀಟ ಕಂಡುಬಂದಲ್ಲಿ ತಕ್ಷಣ ತಜ್ಞರನ್ನು ಸಂಪರ್ಕಿಸಬೇಕು ಎಂದು ವಿಶ್ವವಿದ್ಯಾನಿಲಯದ ಕೀಟಶಾಸ್ತ್ರ ವಿಭಾಗ ತಿಳಿಸಿದೆ. ಜೇನು ಕುಟುಂಬಗಳ ಸ್ವಚ್ಛತೆ, ಬಲಿಷ್ಠ ಕುಟುಂಬಗಳ ನಿರ್ವಹಣೆ ಹಾಗೂ ನಿಯಮಿತ ಪರಿಶೀಲನೆ ಮೂಲಕ ಈ ಕೀಟವನ್ನು ನಿಯಂತ್ರಿಸಬಹುದಾಗಿದೆ. ಕೋಲಾರ ಜಿಲ್ಲೆಯಲ್ಲಿ ಒಟ್ಟು 280 ಜೇನು ಕುಟುಂಬಗಳ ಪರೀಕ್ಷೆ ನಡೆಸಲಾಗಿದ್ದು, ಈ ಕೀಟದ ಹರಡುವಿಕೆ ತಡೆಯಲು ಜೇನು ಕೃಷಿಕರಿಗೆ ತರಬೇತಿ ಹಮ್ಮಿಕೊಳ್ಳಲಾಗುವುದು ಎಂದು ಅಧಿಕಾರಿಗಳು ತಿಳಿಸಿದರು. xyxy=(361,171,1081,324)
masthead-date: 11.7.2025 xyxy=(83,47,133,55)
article-headline: ಸುಗಟೂರು ಪೋತಲೂರು ವೀರಬ್ರಹ್ಮೇಶ್ವರ ಸ್ವಾಮಿ ಮಠದಲ್ಲಿ ಗುರು ಪೌರ್ಣಿಮಿ ಅದ್ದೂರಿ xyxy=(1001,1377,1496,1439)
article-headline: ಸರ್ಕಾರ ಪಾಲಿಕೆ ನೌಕರರ ಬೇಡಿಕೆಗೆ ಸ್ಪಂದಿಸಲಿ xyxy=(20,1285,336,1311)
masthead-day: ಶುಕ್ರವಾರ xyxy=(84,36,117,49)
guru-body-lower xyxy=(647,903,963,1024)
section-tag: ಕೋಲಾರ-ಚಿಕ್ಕಬಳ್ಳಾಪುರ xyxy=(1101,29,1520,76)
article-headline: ಗ್ರಾಪಂ ಸದಸ್ಯನ ವಿರುದ್ಧ ದೂರು ದಾಖಲು xyxy=(842,1863,1405,1914)
article-headline: ಕೆನರಾ ಬ್ಯಾಂಕ್ ವತಿಯಿಂದ ಶಾಲಾ ಕಾಂಪೌಂಡ್ ನಿರ್ಮಾಣಕ್ಕೆ ಚೆಕ್ ವಿತರಣೆ xyxy=(1130,95,1486,151)
masthead-name-left: ಸಂಜೆ xyxy=(55,5,102,37)
article-headline: ಅಕ್ಷರಾಭ್ಯಾಸದಲ್ಲಿ ತೊಡಗಿದ ಮಕ್ಕಳು xyxy=(419,1837,712,1867)
photo-canara-cheque xyxy=(1097,388,1518,565)
photo-avvarasi-stage xyxy=(1267,1188,1520,1366)
article-headline: ಸುಜ್ಞಾನ ತುಂಬುವವನೇ ಗುರು xyxy=(487,607,1128,686)
